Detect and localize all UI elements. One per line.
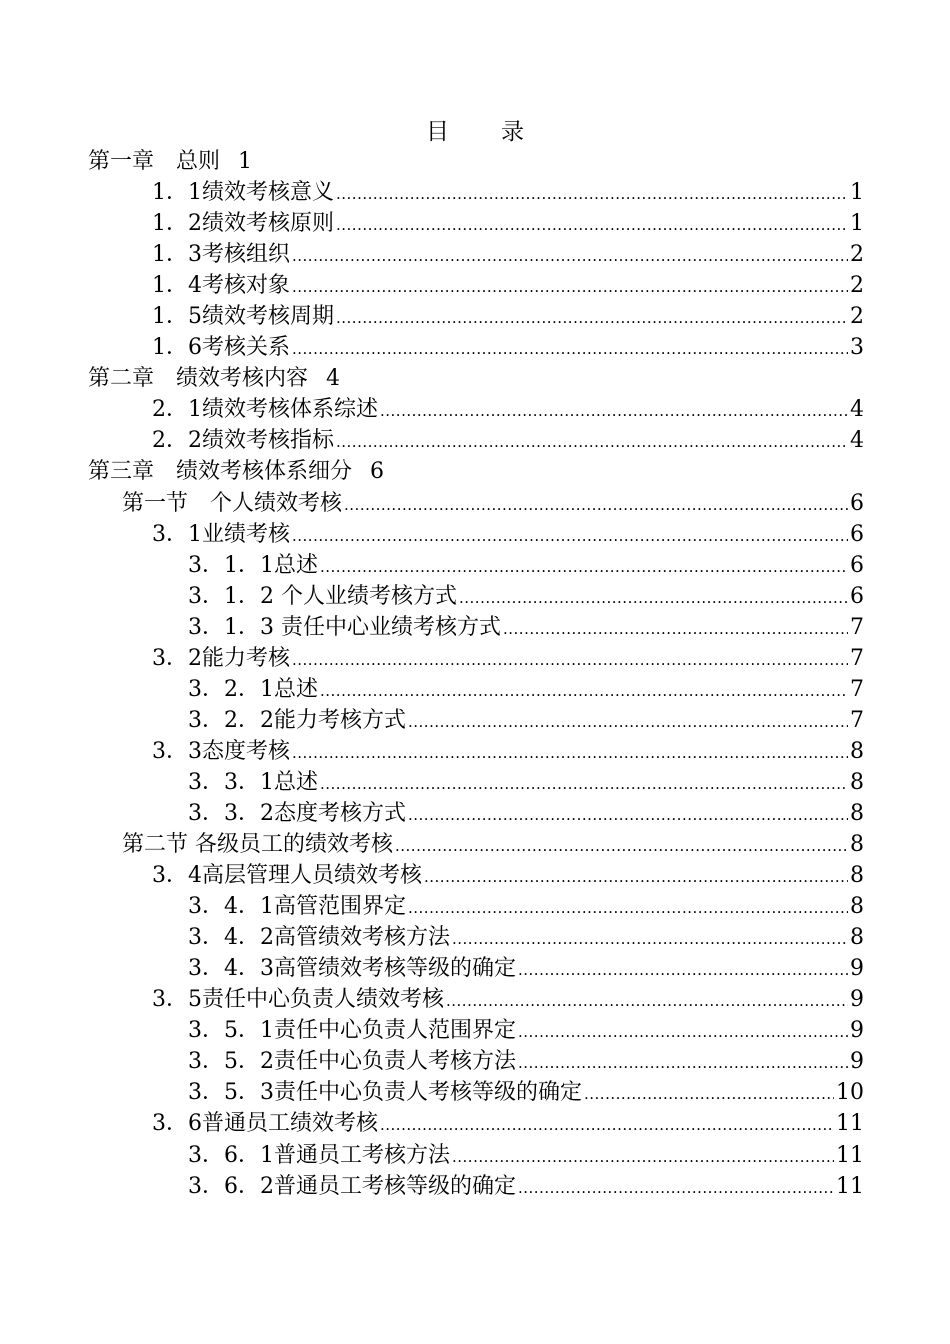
toc-dot-leader [292, 521, 848, 552]
toc-dot-leader [336, 427, 848, 458]
toc-entry[interactable] [0, 705, 864, 736]
toc-entry-text: 2．2绩效考核指标 [152, 428, 334, 454]
toc-page-number: 9 [850, 1018, 864, 1044]
toc-page-number: 9 [850, 1049, 864, 1075]
toc-title-char-1: 目 [426, 119, 449, 145]
toc-page-number: 4 [326, 366, 341, 392]
toc-dot-leader [452, 924, 848, 955]
toc-page-number: 11 [836, 1173, 864, 1199]
toc-entry[interactable] [0, 208, 864, 239]
toc-entry[interactable] [0, 767, 864, 798]
toc-dot-leader [503, 614, 848, 645]
toc-dot-leader [380, 396, 848, 427]
toc-dot-leader [336, 179, 848, 210]
toc-entry-text: 3．3．2态度考核方式 [188, 800, 406, 826]
toc-dot-leader [518, 955, 848, 986]
toc-entry-text: 3．1．3 责任中心业绩考核方式 [188, 614, 501, 640]
toc-dot-leader [292, 645, 848, 676]
toc-dot-leader [408, 893, 848, 924]
toc-title-char-2: 录 [501, 119, 524, 145]
toc-page-number: 8 [850, 832, 864, 858]
toc-entry[interactable] [0, 984, 864, 1015]
toc-entry-text: 1．5绩效考核周期 [152, 304, 334, 330]
toc-dot-leader [459, 583, 848, 614]
toc-entry[interactable] [0, 891, 864, 922]
toc-section-entry[interactable] [0, 829, 864, 860]
toc-page-number: 8 [850, 738, 864, 764]
toc-page-number: 1 [850, 211, 864, 237]
toc-page-number: 10 [836, 1080, 864, 1106]
toc-page-number: 4 [850, 397, 864, 423]
toc-entry-text: 1．4考核对象 [152, 273, 290, 299]
toc-page-number: 9 [850, 987, 864, 1013]
toc-dot-leader [424, 862, 848, 893]
toc-page-number: 6 [370, 459, 385, 485]
toc-entry-text: 3．6．2普通员工考核等级的确定 [188, 1173, 516, 1199]
toc-entry-text: 第三章 绩效考核体系细分 [88, 459, 353, 485]
toc-entry-text: 3．5．2责任中心负责人考核方法 [188, 1049, 516, 1075]
toc-entry[interactable] [0, 177, 864, 208]
toc-entry[interactable] [0, 1046, 864, 1077]
toc-dot-leader [452, 1142, 834, 1173]
toc-entry-text: 3．5责任中心负责人绩效考核 [152, 987, 444, 1013]
toc-entry[interactable] [0, 643, 864, 674]
toc-dot-leader [336, 210, 848, 241]
toc-entry[interactable] [0, 270, 864, 301]
toc-entry-text: 3．1业绩考核 [152, 521, 290, 547]
toc-dot-leader [292, 334, 848, 365]
toc-entry-text: 3．3态度考核 [152, 738, 290, 764]
toc-entry-text: 1．1绩效考核意义 [152, 180, 334, 206]
toc-dot-leader [408, 800, 848, 831]
toc-page-number: 8 [850, 800, 864, 826]
toc-dot-leader [518, 1017, 848, 1048]
toc-entry-text: 第二章 绩效考核内容 [88, 366, 309, 392]
toc-entry-text: 3．4．2高管绩效考核方法 [188, 925, 450, 951]
toc-entry-text: 3．4．3高管绩效考核等级的确定 [188, 956, 516, 982]
toc-entry-text: 3．6普通员工绩效考核 [152, 1111, 378, 1137]
toc-page-number: 8 [850, 894, 864, 920]
toc-page-number: 11 [836, 1142, 864, 1168]
toc-dot-leader [292, 738, 848, 769]
toc-page-number: 8 [850, 925, 864, 951]
toc-entry[interactable] [0, 1171, 864, 1202]
toc-dot-leader [395, 831, 848, 862]
toc-entry-text: 第一节 个人绩效考核 [122, 490, 343, 516]
toc-dot-leader [320, 769, 848, 800]
toc-dot-leader [446, 986, 848, 1017]
toc-entry-text: 第一章 总则 [88, 149, 221, 174]
toc-entry[interactable] [0, 581, 864, 612]
toc-page-number: 6 [850, 583, 864, 609]
toc-entry-text: 3．1．2 个人业绩考核方式 [188, 583, 457, 609]
toc-chapter-entry[interactable] [0, 456, 950, 487]
toc-dot-leader [320, 676, 848, 707]
toc-page-number: 6 [850, 521, 864, 547]
toc-entry[interactable] [0, 332, 864, 363]
toc-page-number: 6 [850, 552, 864, 578]
toc-page-number: 1 [238, 149, 253, 174]
toc-entry[interactable] [0, 1077, 864, 1108]
toc-dot-leader [584, 1079, 834, 1110]
toc-page-number: 9 [850, 956, 864, 982]
toc-entry-text: 3．5．1责任中心负责人范围界定 [188, 1018, 516, 1044]
toc-entry[interactable] [0, 612, 864, 643]
toc-entry-text: 3．5．3责任中心负责人考核等级的确定 [188, 1080, 582, 1106]
toc-entry-text: 3．1．1总述 [188, 552, 318, 578]
toc-page-number: 7 [850, 676, 864, 702]
toc-entry-text: 3．2能力考核 [152, 645, 290, 671]
toc-page-number: 2 [850, 304, 864, 330]
toc-page-number: 7 [850, 614, 864, 640]
toc-chapter-entry[interactable] [0, 363, 950, 394]
toc-entry[interactable] [0, 301, 864, 332]
toc-entry[interactable] [0, 1015, 864, 1046]
toc-entry-text: 3．4．1高管范围界定 [188, 894, 406, 920]
toc-dot-leader [320, 552, 848, 583]
toc-entry[interactable] [0, 394, 864, 425]
toc-entry-text: 3．2．1总述 [188, 676, 318, 702]
toc-entry[interactable] [0, 550, 864, 581]
toc-entry-text: 3．6．1普通员工考核方法 [188, 1142, 450, 1168]
toc-page-number: 2 [850, 242, 864, 268]
toc-page-number: 6 [850, 490, 864, 516]
toc-entry-text: 第二节 各级员工的绩效考核 [122, 832, 393, 858]
toc-page-number: 2 [850, 273, 864, 299]
toc-entry[interactable] [0, 519, 864, 550]
toc-dot-leader [518, 1048, 848, 1079]
toc-page-number: 11 [836, 1111, 864, 1137]
table-of-contents [0, 146, 950, 1202]
toc-page-number: 3 [850, 335, 864, 361]
toc-entry[interactable] [0, 674, 864, 705]
toc-page-number: 7 [850, 645, 864, 671]
toc-entry-text: 1．3考核组织 [152, 242, 290, 268]
toc-entry-text: 3．2．2能力考核方式 [188, 707, 406, 733]
toc-entry[interactable] [0, 1140, 864, 1171]
toc-entry[interactable] [0, 239, 864, 270]
toc-entry[interactable] [0, 953, 864, 984]
toc-entry[interactable] [0, 736, 864, 767]
toc-entry-text: 3．4高层管理人员绩效考核 [152, 863, 422, 889]
toc-dot-leader [408, 707, 848, 738]
toc-entry-text: 1．2绩效考核原则 [152, 211, 334, 237]
toc-title [0, 116, 950, 148]
toc-entry-text: 3．3．1总述 [188, 769, 318, 795]
toc-dot-leader [344, 490, 848, 521]
toc-entry[interactable] [0, 1108, 864, 1139]
toc-entry[interactable] [0, 860, 864, 891]
toc-dot-leader [518, 1173, 834, 1204]
toc-dot-leader [292, 272, 848, 303]
toc-page-number: 7 [850, 707, 864, 733]
toc-dot-leader [336, 303, 848, 334]
toc-entry[interactable] [0, 798, 864, 829]
toc-section-entry[interactable] [0, 488, 864, 519]
toc-entry-text: 1．6考核关系 [152, 335, 290, 361]
toc-entry[interactable] [0, 922, 864, 953]
toc-page-number: 8 [850, 769, 864, 795]
toc-chapter-entry[interactable] [0, 146, 950, 177]
toc-entry-text: 2．1绩效考核体系综述 [152, 397, 378, 423]
toc-dot-leader [292, 241, 848, 272]
toc-page-number: 4 [850, 428, 864, 454]
toc-entry[interactable] [0, 425, 864, 456]
toc-page-number: 1 [850, 180, 864, 206]
toc-dot-leader [380, 1110, 834, 1141]
toc-page-number: 8 [850, 863, 864, 889]
